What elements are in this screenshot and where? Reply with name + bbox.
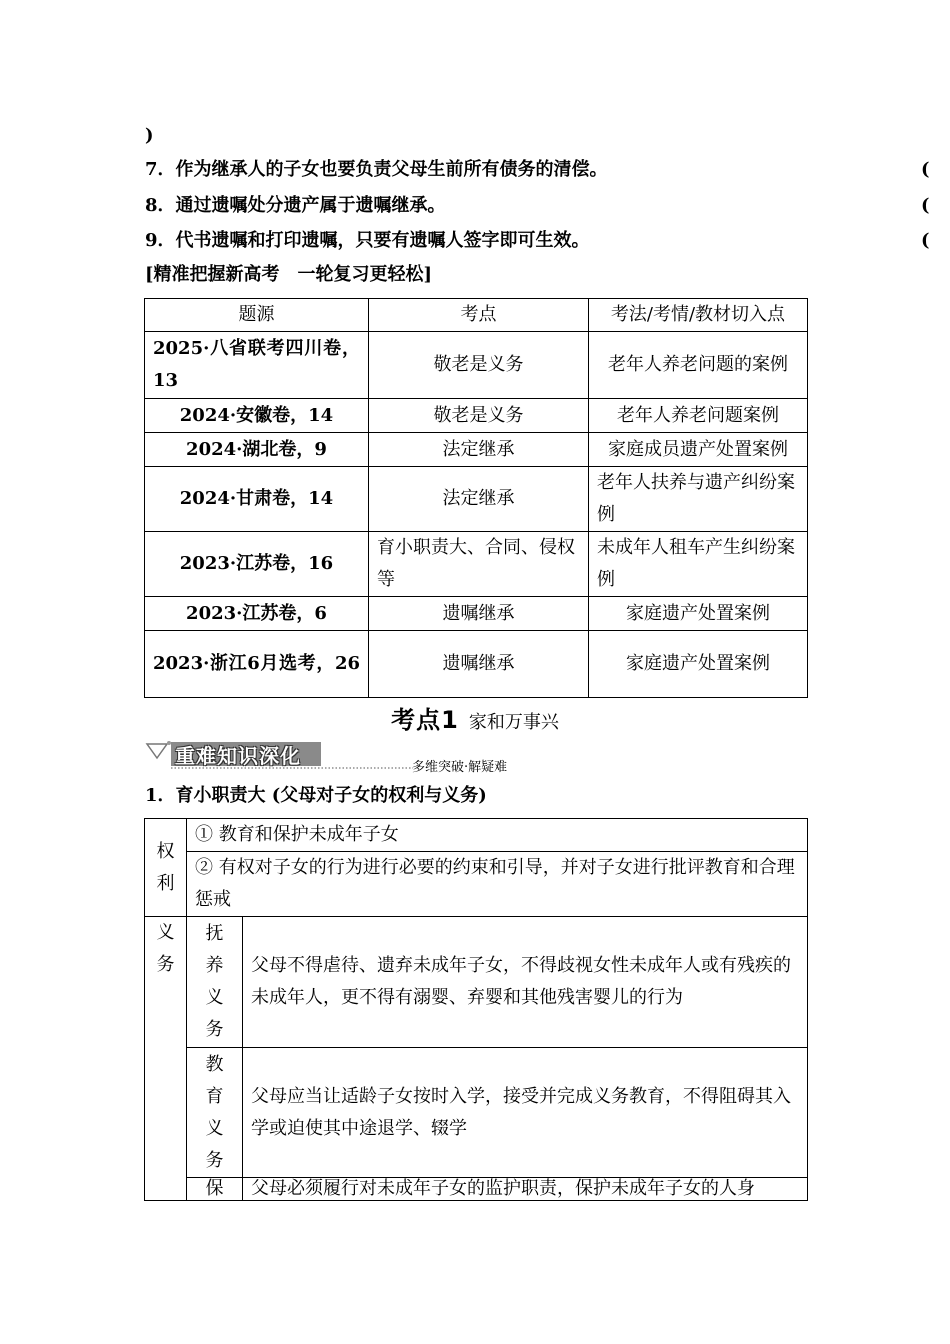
table-cell-source: 2023·江苏卷，16 xyxy=(145,532,369,597)
table-header: 题源 xyxy=(145,299,369,332)
table-cell-angle: 家庭遗产处置案例 xyxy=(589,631,808,698)
table-cell-angle: 家庭成员遗产处置案例 xyxy=(589,433,808,467)
banner-subtitle: 多维突破·解疑难 xyxy=(412,760,508,775)
duty-label: 抚养义务 xyxy=(187,917,243,1048)
point1-heading: 1．育小职责大 (父母对子女的权利与义务) xyxy=(145,785,487,806)
table-cell-topic: 敬老是义务 xyxy=(369,399,589,433)
exam-source-table xyxy=(144,298,808,698)
rights-item: ② 有权对子女的行为进行必要的约束和引导，并对子女进行批评教育和合理惩戒 xyxy=(187,852,808,917)
table-cell-topic: 育小职责大、合同、侵权等 xyxy=(369,532,589,597)
question-item-7: 7．作为继承人的子女也要负责父母生前所有债务的清偿。 xyxy=(145,159,608,180)
table-cell-source: 2023·江苏卷，6 xyxy=(145,597,369,631)
rights-duties-table xyxy=(144,818,808,1201)
table-cell-topic: 遗嘱继承 xyxy=(369,597,589,631)
duty-text: 父母必须履行对未成年子女的监护职责，保护未成年子女的人身 xyxy=(243,1178,808,1201)
table-header: 考点 xyxy=(369,299,589,332)
table-cell-source: 2025·八省联考四川卷，13 xyxy=(145,332,369,399)
answer-paren-8: ( xyxy=(921,195,930,216)
duty-text: 父母应当让适龄子女按时入学，接受并完成义务教育，不得阻碍其入学或迫使其中途退学、辍学 xyxy=(243,1048,808,1178)
rights-item: ① 教育和保护未成年子女 xyxy=(187,819,808,852)
table-cell-topic: 遗嘱继承 xyxy=(369,631,589,698)
table-cell-topic: 法定继承 xyxy=(369,467,589,532)
duty-label: 教育义务 xyxy=(187,1048,243,1178)
table-cell-source: 2024·甘肃卷，14 xyxy=(145,467,369,532)
kaodian-number: 考点1 xyxy=(391,706,459,734)
dot-icon xyxy=(167,741,171,745)
table-cell-angle: 未成年人租车产生纠纷案例 xyxy=(589,532,808,597)
duty-text: 父母不得虐待、遗弃未成年子女，不得歧视女性未成年人或有残疾的未成年人，更不得有溺婴、弃婴和其他残害婴儿的行为 xyxy=(243,917,808,1048)
table-header: 考法/考情/教材切入点 xyxy=(589,299,808,332)
table-cell-source: 2023·浙江6月选考，26 xyxy=(145,631,369,698)
table-cell-angle: 老年人养老问题案例 xyxy=(589,399,808,433)
table-cell-source: 2024·安徽卷，14 xyxy=(145,399,369,433)
duty-label: 保 xyxy=(187,1178,243,1201)
banner-title: 重难知识深化 xyxy=(175,744,301,768)
stray-paren: ) xyxy=(145,125,154,146)
section-heading: [精准把握新高考 一轮复习更轻松] xyxy=(145,264,433,285)
table-cell-angle: 老年人扶养与遗产纠纷案例 xyxy=(589,467,808,532)
triangle-icon xyxy=(147,744,167,758)
table-cell-source: 2024·湖北卷，9 xyxy=(145,433,369,467)
rights-label: 权利 xyxy=(145,819,187,917)
duties-label: 义务 xyxy=(145,917,187,1201)
table-cell-angle: 老年人养老问题的案例 xyxy=(589,332,808,399)
question-item-9: 9．代书遗嘱和打印遗嘱，只要有遗嘱人签字即可生效。 xyxy=(145,230,590,251)
answer-paren-9: ( xyxy=(921,230,930,251)
kaodian-title xyxy=(0,700,950,735)
table-cell-topic: 敬老是义务 xyxy=(369,332,589,399)
kaodian-subtitle: 家和万事兴 xyxy=(468,712,559,733)
table-cell-topic: 法定继承 xyxy=(369,433,589,467)
table-cell-angle: 家庭遗产处置案例 xyxy=(589,597,808,631)
question-item-8: 8．通过遗嘱处分遗产属于遗嘱继承。 xyxy=(145,195,446,216)
answer-paren-7: ( xyxy=(921,159,930,180)
